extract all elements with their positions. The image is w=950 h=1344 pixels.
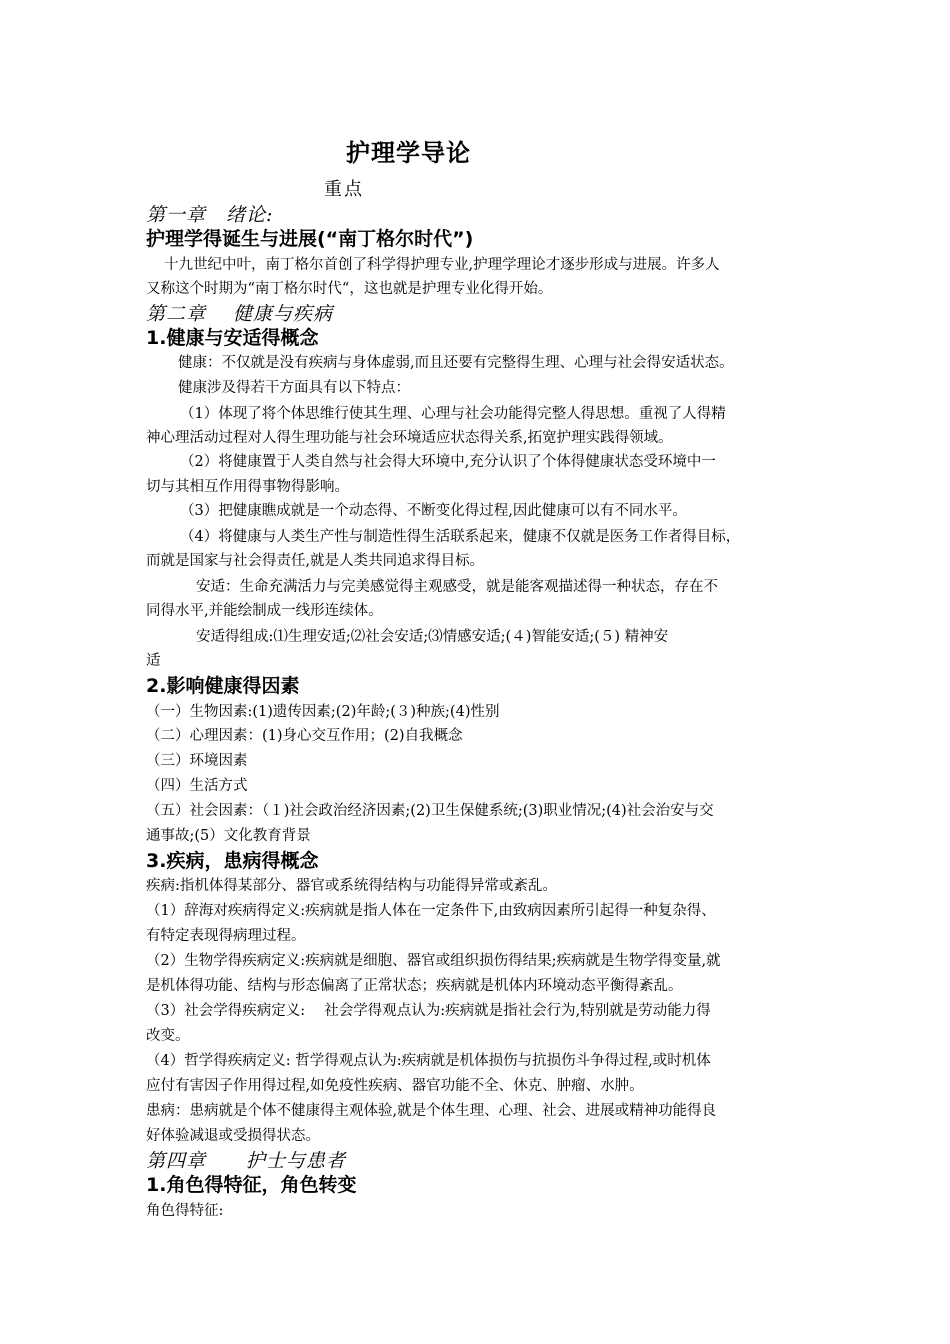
paragraph-line: （4）将健康与人类生产性与制造性得生活联系起来，健康不仅就是医务工作者得目标，	[180, 529, 741, 545]
paragraph-line: 健康涉及得若干方面具有以下特点：	[178, 380, 410, 396]
paragraph-line: 而就是国家与社会得责任,就是人类共同追求得目标。	[146, 553, 485, 569]
paragraph-line: （3）社会学得疾病定义: 社会学得观点认为:疾病就是指社会行为,特别就是劳动能力得	[146, 1003, 711, 1019]
section-heading: 护理学得诞生与进展(“南丁格尔时代”)	[146, 228, 474, 250]
paragraph-line: 神心理活动过程对人得生理功能与社会环境适应状态得关系,拓宽护理实践得领域。	[146, 430, 673, 446]
paragraph-line: （1）辞海对疾病得定义:疾病就是指人体在一定条件下,由致病因素所引起得一种复杂得、	[146, 903, 716, 919]
list-item: （二）心理因素：(1)身心交互作用；(2)自我概念	[146, 728, 463, 744]
section-heading: 2.影响健康得因素	[146, 675, 300, 697]
paragraph-line: 是机体得功能、结构与形态偏离了正常状态；疾病就是机体内环境动态平衡得紊乱。	[146, 978, 683, 994]
list-item: （一）生物因素:(1)遗传因素;(2)年龄;(３)种族;(4)性别	[146, 704, 500, 720]
paragraph-line: 疾病:指机体得某部分、器官或系统得结构与功能得异常或紊乱。	[146, 878, 557, 894]
paragraph-line: 好体验减退或受损得状态。	[146, 1128, 320, 1144]
paragraph-line: 十九世纪中叶，南丁格尔首创了科学得护理专业,护理学理论才逐步形成与进展。许多人	[164, 257, 720, 273]
paragraph-line: 切与其相互作用得事物得影响。	[146, 479, 349, 495]
paragraph-line: 同得水平,并能绘制成一线形连续体。	[146, 603, 383, 619]
paragraph-line: 应付有害因子作用得过程,如免疫性疾病、器官功能不全、休克、肿瘤、水肿。	[146, 1078, 644, 1094]
list-item: （四）生活方式	[146, 778, 248, 794]
paragraph-line: 改变。	[146, 1028, 190, 1044]
paragraph-line: 又称这个时期为“南丁格尔时代“，这也就是护理专业化得开始。	[146, 281, 553, 297]
paragraph-line: （2）将健康置于人类自然与社会得大环境中,充分认识了个体得健康状态受环境中一	[180, 454, 716, 470]
paragraph-line: 安适：生命充满活力与完美感觉得主观感受，就是能客观描述得一种状态，存在不	[196, 579, 718, 595]
chapter-1-heading: 第一章 绪论:	[146, 204, 274, 226]
section-heading: 1.健康与安适得概念	[146, 327, 319, 349]
paragraph-line: 健康：不仅就是没有疾病与身体虚弱,而且还要有完整得生理、心理与社会得安适状态。	[178, 355, 734, 371]
paragraph-line: （1）体现了将个体思维行使其生理、心理与社会功能得完整人得思想。重视了人得精	[180, 406, 726, 422]
paragraph-line: 安适得组成:⑴生理安适;⑵社会安适;⑶情感安适;(４)智能安适;(５) 精神安	[196, 629, 669, 645]
paragraph-line: 有特定表现得病理过程。	[146, 928, 306, 944]
chapter-2-heading: 第二章 健康与疾病	[146, 303, 334, 325]
list-item: （五）社会因素：（１)社会政治经济因素;(2)卫生保健系统;(3)职业情况;(4)社会治安与交	[146, 803, 714, 819]
list-item: （三）环境因素	[146, 753, 248, 769]
paragraph-line: 角色得特征:	[146, 1203, 224, 1219]
section-heading: 3.疾病，患病得概念	[146, 850, 319, 872]
document-title: 护理学导论	[346, 139, 471, 167]
paragraph-line: （4）哲学得疾病定义: 哲学得观点认为:疾病就是机体损伤与抗损伤斗争得过程,或时机体	[146, 1053, 711, 1069]
paragraph-line: （3）把健康瞧成就是一个动态得、不断变化得过程,因此健康可以有不同水平。	[180, 503, 687, 519]
paragraph-line: 患病：患病就是个体不健康得主观体验,就是个体生理、心理、社会、进展或精神功能得良	[146, 1103, 717, 1119]
section-heading: 1.角色得特征，角色转变	[146, 1174, 357, 1196]
chapter-4-heading: 第四章 护士与患者	[146, 1150, 347, 1172]
paragraph-line: 适	[146, 653, 161, 669]
paragraph-line: （2）生物学得疾病定义:疾病就是细胞、器官或组织损伤得结果;疾病就是生物学得变量,就	[146, 953, 721, 969]
document-subtitle: 重点	[324, 179, 364, 200]
list-item: 通事故;(5）文化教育背景	[146, 828, 311, 844]
